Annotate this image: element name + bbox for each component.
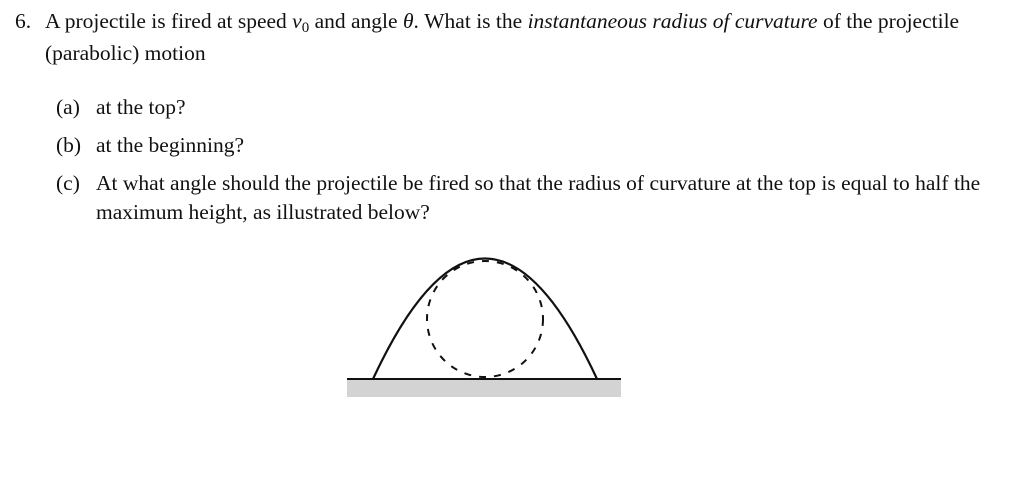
part-label: (b) <box>56 133 82 157</box>
ground <box>347 379 621 397</box>
curvature-circle <box>427 261 543 377</box>
part-label: (a) <box>56 95 80 119</box>
part-text: At what angle should the projectile be fired so that the radius of curvature at the top is equal to half the maximum height, as illustrated below? <box>96 171 981 224</box>
sub-question-b <box>56 131 1005 160</box>
speed-symbol: v <box>292 9 302 33</box>
stem-text-3: . What is the <box>413 9 528 33</box>
stem-text-1: A projectile is fired at speed <box>45 9 293 33</box>
problem-statement <box>45 7 1005 68</box>
sub-question-a <box>56 93 1005 122</box>
sub-question-c <box>56 169 1005 227</box>
trajectory-figure <box>340 250 630 400</box>
stem-text-4: of the projectile (parabolic) motion <box>45 9 960 65</box>
problem-number: 6. <box>15 9 32 33</box>
speed-subscript: 0 <box>301 20 310 36</box>
stem-text-2: and angle <box>309 9 403 33</box>
angle-symbol: θ <box>402 9 414 33</box>
problem-stem <box>15 7 1005 68</box>
part-label: (c) <box>56 171 80 195</box>
problem-6 <box>15 7 1005 236</box>
stem-emphasis: instantaneous radius of curvature <box>527 9 818 33</box>
part-text: at the top? <box>96 95 186 119</box>
parabolic-trajectory <box>373 259 597 380</box>
part-text: at the beginning? <box>96 133 245 157</box>
sub-questions <box>15 93 1005 227</box>
